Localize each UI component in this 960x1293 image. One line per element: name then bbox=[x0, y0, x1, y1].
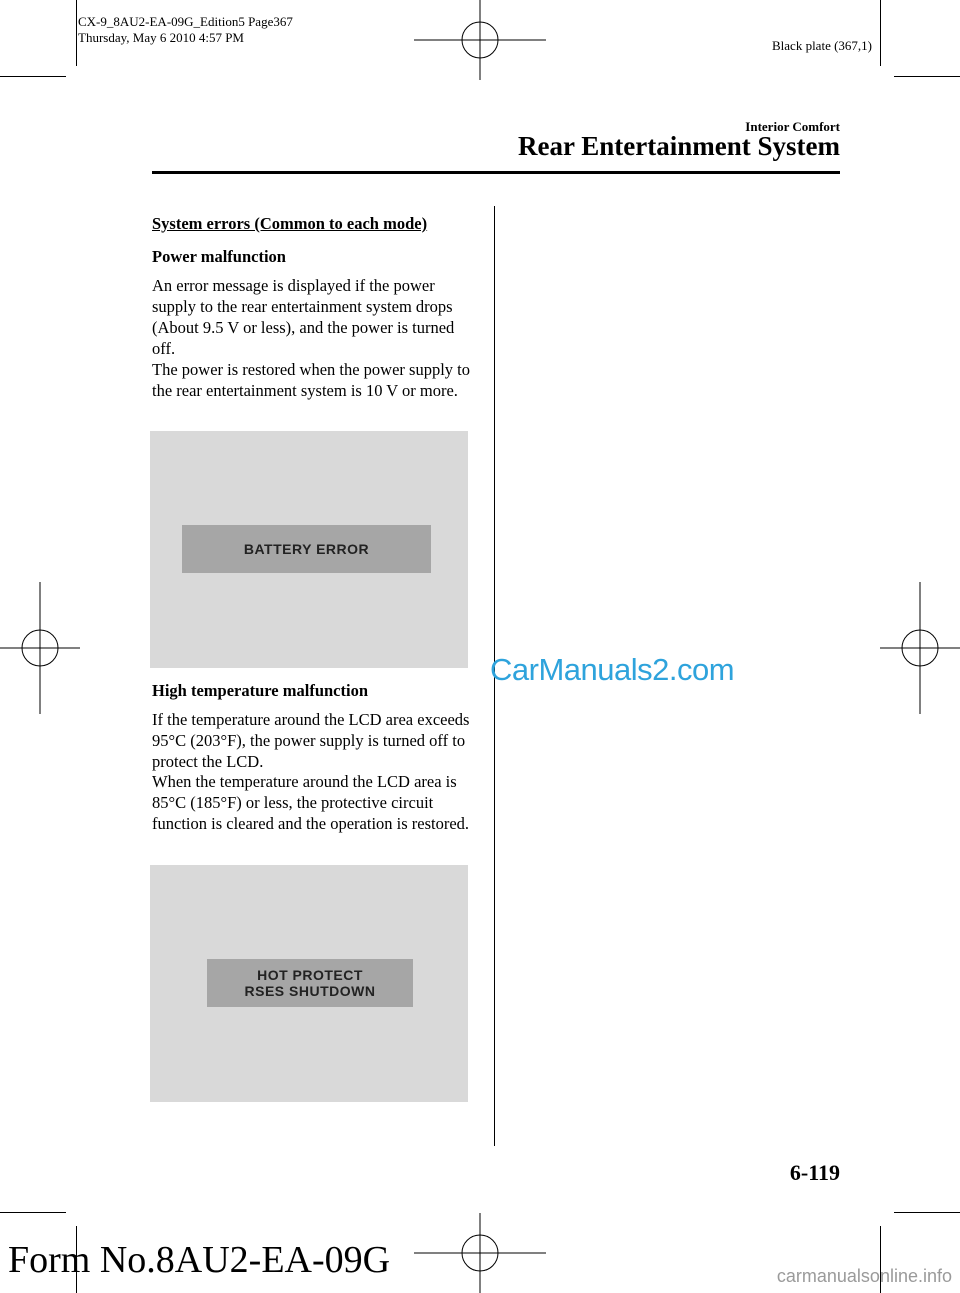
footer-watermark: carmanualsonline.info bbox=[776, 1266, 952, 1286]
crop-mark bbox=[0, 76, 66, 77]
page-title: Rear Entertainment System bbox=[518, 131, 840, 161]
print-info bbox=[78, 14, 293, 46]
plate-label: Black plate (367,1) bbox=[772, 38, 872, 53]
hot-protect-line-1: HOT PROTECT bbox=[257, 967, 363, 983]
power-malfunction-text-2: The power is restored when the power supply to the rear entertainment system is 10 V or more. bbox=[152, 360, 471, 400]
header-rule bbox=[152, 171, 840, 174]
print-info-file: CX-9_8AU2-EA-09G_Edition5 Page367 bbox=[78, 14, 293, 29]
form-number: Form No.8AU2-EA-09G bbox=[8, 1239, 391, 1281]
battery-error-screen bbox=[150, 431, 468, 668]
print-info-date: Thursday, May 6 2010 4:57 PM bbox=[78, 30, 244, 45]
battery-error-message: BATTERY ERROR bbox=[182, 525, 431, 573]
section-label: Interior Comfort bbox=[745, 119, 840, 134]
power-malfunction-text-1: An error message is displayed if the power supply to the rear entertainment system drops (About 9.5 V or less), and the power is turned off. bbox=[152, 276, 455, 358]
power-malfunction-title: Power malfunction bbox=[152, 247, 286, 266]
hot-protect-message bbox=[207, 959, 413, 1007]
registration-mark-top bbox=[414, 0, 546, 80]
high-temperature-text-1: If the temperature around the LCD area exceeds 95°C (203°F), the power supply is turned off to protect the LCD. bbox=[152, 710, 470, 771]
crop-mark bbox=[894, 76, 960, 77]
high-temperature-title: High temperature malfunction bbox=[152, 681, 369, 700]
crop-mark bbox=[76, 0, 77, 66]
high-temperature-text-2: When the temperature around the LCD area is 85°C (185°F) or less, the protective circuit function is cleared and the operation is restored. bbox=[152, 772, 470, 833]
registration-mark-left bbox=[0, 582, 80, 714]
registration-mark-bottom bbox=[414, 1213, 546, 1293]
section-heading: System errors (Common to each mode) bbox=[152, 214, 428, 233]
page-number: 6-119 bbox=[789, 1160, 840, 1185]
registration-mark-right bbox=[880, 582, 960, 714]
crop-mark bbox=[894, 1212, 960, 1213]
crop-mark bbox=[880, 0, 881, 66]
watermark-text: CarManuals2.com bbox=[490, 652, 735, 687]
hot-protect-line-2: RSES SHUTDOWN bbox=[244, 983, 376, 999]
hot-protect-screen bbox=[150, 865, 468, 1102]
crop-mark bbox=[0, 1212, 66, 1213]
